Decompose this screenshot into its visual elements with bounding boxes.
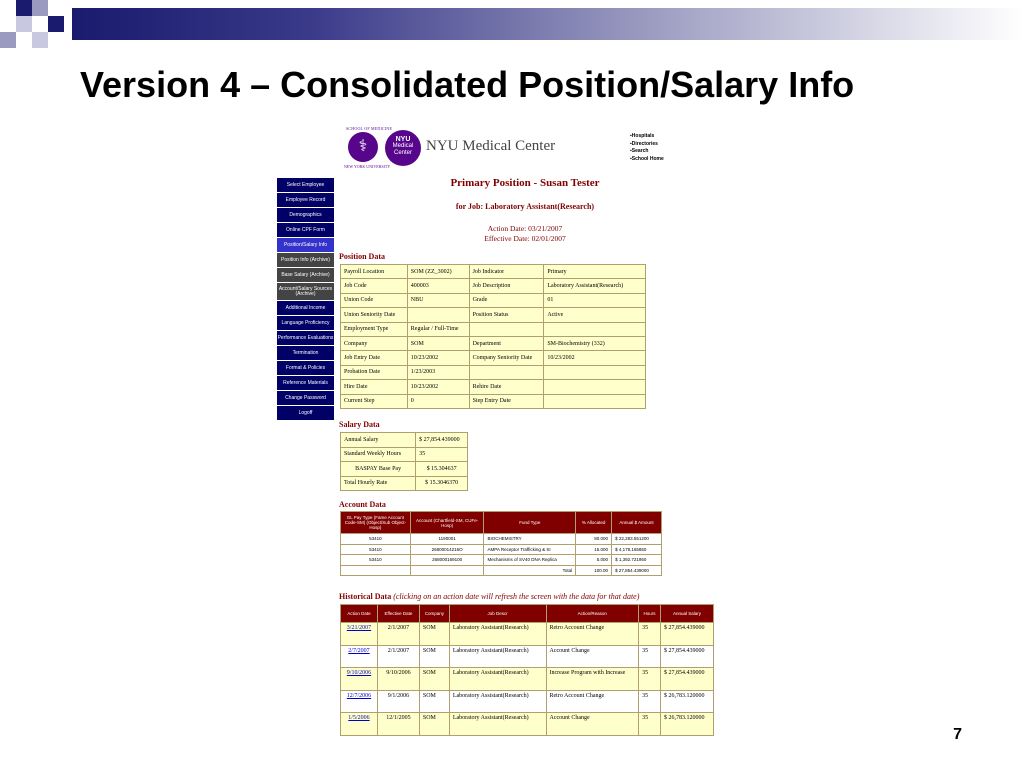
- table-cell: 9/1/2006: [377, 690, 419, 713]
- logo-text: Medical: [392, 143, 414, 149]
- total-amount: $ 27,854.439000: [612, 565, 662, 576]
- field-value: NBU: [407, 293, 469, 307]
- table-cell: Mechanisms of SV40 DNA Replica: [484, 555, 576, 566]
- logo-text: NYU: [395, 136, 411, 143]
- position-data-table: [340, 264, 646, 409]
- nav-change-password[interactable]: Change Password: [277, 391, 334, 406]
- decor-square: [0, 32, 16, 48]
- action-date-link[interactable]: 3/21/2007: [346, 625, 372, 631]
- brand-name: NYU Medical Center: [426, 138, 556, 154]
- table-cell: $ 4,178.165850: [612, 544, 662, 555]
- decor-square: [32, 32, 48, 48]
- column-header: GL Pay Type (Fame Account Code-SM) (Object/Sub Object-Hosp): [341, 512, 411, 534]
- field-label: Step Entry Date: [469, 394, 544, 408]
- table-cell: [341, 690, 378, 713]
- field-label: BASPAY Base Pay: [341, 462, 416, 477]
- table-cell: 53410: [341, 544, 411, 555]
- table-row: [341, 690, 714, 713]
- action-date-link[interactable]: 12/7/2006: [346, 692, 372, 699]
- nav-demographics[interactable]: Demographics: [277, 208, 334, 223]
- column-header: Hours: [639, 605, 661, 623]
- field-value: $ 15.3046370: [416, 476, 468, 491]
- table-row: [341, 668, 714, 691]
- field-value: [544, 394, 646, 408]
- table-cell: AMPA Receptor Trafficking & SI: [484, 544, 576, 555]
- table-row: [341, 322, 646, 336]
- field-label: Company: [341, 336, 408, 350]
- field-value: $ 27,854.439000: [416, 433, 468, 448]
- quick-link-directories[interactable]: ▪ Directories: [630, 141, 664, 149]
- field-label: Rehire Date: [469, 380, 544, 394]
- table-row: [341, 394, 646, 408]
- column-header: Job Descr: [449, 605, 546, 623]
- nav-logoff[interactable]: Logoff: [277, 406, 334, 421]
- account-data-heading: Account Data: [339, 500, 386, 509]
- table-row: [341, 365, 646, 379]
- table-cell: Retro Account Change: [546, 623, 639, 646]
- historical-data-title: Historical Data: [339, 592, 392, 601]
- field-value: 0: [407, 394, 469, 408]
- nav-account-salary-sources-archive[interactable]: Account/Salary Sources (Archive): [277, 283, 334, 301]
- table-cell: 35: [639, 623, 661, 646]
- column-header: Action Date: [341, 605, 378, 623]
- field-value: 10/23/2002: [544, 351, 646, 365]
- torch-logo-icon: ⚕: [348, 132, 378, 162]
- field-label: Employment Type: [341, 322, 408, 336]
- table-row: [341, 380, 646, 394]
- table-cell: 12/1/2005: [377, 713, 419, 736]
- action-date: Action Date: 03/21/2007: [487, 224, 563, 233]
- nav-position-salary-info[interactable]: Position/Salary Info: [277, 238, 334, 253]
- field-label: [469, 322, 544, 336]
- table-cell: 268000169100: [410, 555, 484, 566]
- nav-additional-income[interactable]: Additional Income: [277, 301, 334, 316]
- nav-format-policies[interactable]: Format & Policies: [277, 361, 334, 376]
- table-cell: Laboratory Assistant(Research): [449, 645, 546, 668]
- field-value: 10/23/2002: [407, 351, 469, 365]
- field-label: Job Description: [469, 279, 544, 293]
- decor-square: [32, 0, 48, 16]
- field-value: 35: [416, 447, 468, 462]
- column-header: Effective Date: [377, 605, 419, 623]
- effective-date: Effective Date: 02/01/2007: [484, 234, 566, 243]
- field-value: SOM (ZZ_3002): [407, 265, 469, 279]
- historical-data-table: [340, 604, 714, 736]
- table-row: [341, 462, 468, 477]
- field-label: Total Hourly Rate: [341, 476, 416, 491]
- field-label: Department: [469, 336, 544, 350]
- field-value: Primary: [544, 265, 646, 279]
- nyu-medical-center-logo[interactable]: [385, 130, 421, 166]
- field-label: Standard Weekly Hours: [341, 447, 416, 462]
- table-cell: 2/1/2007: [377, 623, 419, 646]
- table-cell: 80.000: [576, 534, 612, 545]
- table-cell: Increase Program with Increase: [546, 668, 639, 691]
- table-cell: Retro Account Change: [546, 690, 639, 713]
- page-subtitle: for Job: Laboratory Assistant(Research): [455, 202, 595, 211]
- table-cell: $ 27,854.439000: [661, 623, 714, 646]
- nav-online-cpf-form[interactable]: Online CPF Form: [277, 223, 334, 238]
- table-row: [341, 293, 646, 307]
- total-percent: 100.00: [576, 565, 612, 576]
- column-header: Action/Reason: [546, 605, 639, 623]
- table-cell: $ 27,854.439000: [661, 645, 714, 668]
- field-label: Union Code: [341, 293, 408, 307]
- field-value: 01: [544, 293, 646, 307]
- table-row: [341, 336, 646, 350]
- action-date-link[interactable]: 1/5/2006: [348, 715, 370, 721]
- column-header: Annual Salary: [661, 605, 714, 623]
- table-row: [341, 433, 468, 448]
- table-cell: 35: [639, 645, 661, 668]
- field-value: [544, 380, 646, 394]
- field-value: 1/23/2003: [407, 365, 469, 379]
- table-cell: 53410: [341, 534, 411, 545]
- quick-links: [630, 133, 664, 163]
- total-label: Total: [484, 565, 576, 576]
- field-value: $ 15.304637: [416, 462, 468, 477]
- page-title: Primary Position - Susan Tester: [450, 177, 600, 189]
- table-cell: [410, 565, 484, 576]
- field-label: Job Indicator: [469, 265, 544, 279]
- title-bar-gradient: [72, 8, 1024, 40]
- quick-link-school-home[interactable]: ▪ School Home: [630, 156, 664, 164]
- salary-data-heading: Salary Data: [339, 420, 380, 429]
- site-header: [340, 124, 680, 170]
- field-value: Regular / Full-Time: [407, 322, 469, 336]
- action-date-link[interactable]: 9/10/2006: [346, 670, 372, 676]
- field-value: [544, 365, 646, 379]
- table-cell: $ 1,392.721950: [612, 555, 662, 566]
- column-header: Account (Chartfield-SM, CUFe-Hosp): [410, 512, 484, 534]
- historical-data-heading: [339, 592, 639, 601]
- table-row: [341, 447, 468, 462]
- field-value: [407, 308, 469, 322]
- table-cell: [341, 623, 378, 646]
- field-label: Current Step: [341, 394, 408, 408]
- table-row: [341, 544, 662, 555]
- logo-text: Center: [393, 150, 412, 156]
- table-cell: [341, 565, 411, 576]
- table-cell: 5.000: [576, 555, 612, 566]
- table-cell: 1190001: [410, 534, 484, 545]
- table-cell: 35: [639, 668, 661, 691]
- slide-number: 7: [953, 726, 962, 743]
- quick-link-search[interactable]: ▪ Search: [630, 148, 664, 156]
- historical-data-note: (clicking on an action date will refresh the screen with the data for that date): [393, 592, 640, 601]
- column-header: Company: [419, 605, 449, 623]
- salary-data-table: [340, 432, 468, 491]
- table-row: [341, 351, 646, 365]
- side-nav: [277, 178, 334, 421]
- table-row: [341, 279, 646, 293]
- column-header: Fund Type: [484, 512, 576, 534]
- table-row: [341, 645, 714, 668]
- nav-position-info-archive[interactable]: Position Info (Archive): [277, 253, 334, 268]
- table-cell: 26800014216O: [410, 544, 484, 555]
- field-label: Position Status: [469, 308, 544, 322]
- field-label: Company Seniority Date: [469, 351, 544, 365]
- school-tag: SCHOOL OF MEDICINE: [346, 126, 393, 131]
- field-label: Payroll Location: [341, 265, 408, 279]
- field-label: Probation Date: [341, 365, 408, 379]
- table-row: [341, 623, 714, 646]
- field-label: Union Seniority Date: [341, 308, 408, 322]
- table-cell: BIOCHEMISTRY: [484, 534, 576, 545]
- field-label: Job Entry Date: [341, 351, 408, 365]
- table-row: [341, 476, 468, 491]
- table-cell: $ 27,854.439000: [661, 668, 714, 691]
- table-cell: Laboratory Assistant(Research): [449, 623, 546, 646]
- table-cell: 15.000: [576, 544, 612, 555]
- table-row: [341, 534, 662, 545]
- decor-square: [16, 16, 32, 32]
- table-cell: Account Change: [546, 645, 639, 668]
- table-row: [341, 308, 646, 322]
- table-cell: [341, 668, 378, 691]
- table-cell: 35: [639, 713, 661, 736]
- field-label: Job Code: [341, 279, 408, 293]
- university-tag: NEW YORK UNIVERSITY: [344, 164, 391, 169]
- nav-select-employee[interactable]: Select Employee: [277, 178, 334, 193]
- field-value: SOM: [407, 336, 469, 350]
- table-row: [341, 265, 646, 279]
- action-date-link[interactable]: 2/7/2007: [348, 647, 370, 654]
- table-cell: Laboratory Assistant(Research): [449, 690, 546, 713]
- total-row: [341, 565, 662, 576]
- table-cell: 2/1/2007: [377, 645, 419, 668]
- decor-square: [48, 16, 64, 32]
- nav-termination[interactable]: Termination: [277, 346, 334, 361]
- slide-title: Version 4 – Consolidated Position/Salary Info: [80, 64, 855, 105]
- field-value: SM-Biochemistry (332): [544, 336, 646, 350]
- table-row: [341, 555, 662, 566]
- decor-square: [16, 0, 32, 16]
- nav-language-proficiency[interactable]: Language Proficiency: [277, 316, 334, 331]
- table-cell: Account Change: [546, 713, 639, 736]
- table-cell: [341, 713, 378, 736]
- field-value: [544, 322, 646, 336]
- nav-base-salary-archive[interactable]: Base Salary (Archive): [277, 268, 334, 283]
- field-label: [469, 365, 544, 379]
- table-cell: SOM: [419, 713, 449, 736]
- account-data-table: [340, 511, 662, 576]
- table-cell: 9/10/2006: [377, 668, 419, 691]
- table-cell: $ 22,283.551200: [612, 534, 662, 545]
- field-value: 400003: [407, 279, 469, 293]
- table-cell: $ 26,783.120000: [661, 713, 714, 736]
- table-cell: [341, 645, 378, 668]
- table-cell: $ 26,783.120000: [661, 690, 714, 713]
- table-cell: SOM: [419, 645, 449, 668]
- page-dates: [340, 224, 710, 244]
- table-cell: SOM: [419, 623, 449, 646]
- table-cell: 35: [639, 690, 661, 713]
- table-row: [341, 713, 714, 736]
- column-header: Annual $ Amount: [612, 512, 662, 534]
- table-cell: Laboratory Assistant(Research): [449, 713, 546, 736]
- column-header: % Allocated: [576, 512, 612, 534]
- table-cell: 53410: [341, 555, 411, 566]
- table-cell: Laboratory Assistant(Research): [449, 668, 546, 691]
- nav-performance-evaluations[interactable]: Performance Evaluations: [277, 331, 334, 346]
- field-value: Laboratory Assistant(Research): [544, 279, 646, 293]
- field-value: Active: [544, 308, 646, 322]
- quick-link-hospitals[interactable]: ▪ Hospitals: [630, 133, 664, 141]
- field-label: Grade: [469, 293, 544, 307]
- field-label: Hire Date: [341, 380, 408, 394]
- nav-employee-record[interactable]: Employee Record: [277, 193, 334, 208]
- table-cell: SOM: [419, 668, 449, 691]
- nav-reference-materials[interactable]: Reference Materials: [277, 376, 334, 391]
- table-cell: SOM: [419, 690, 449, 713]
- field-label: Annual Salary: [341, 433, 416, 448]
- field-value: 10/23/2002: [407, 380, 469, 394]
- position-data-heading: Position Data: [339, 252, 385, 261]
